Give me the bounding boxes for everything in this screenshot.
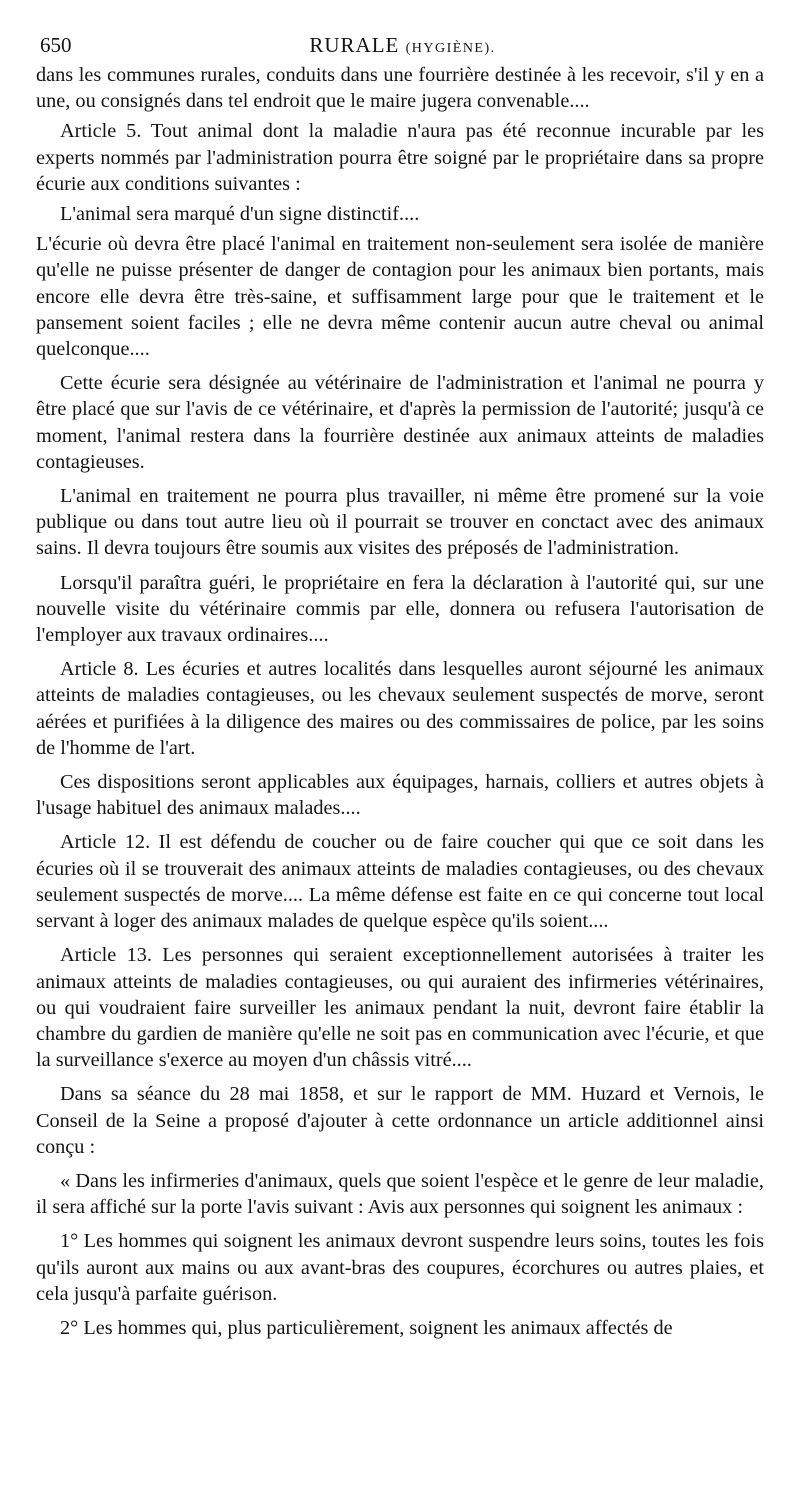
running-title-main: RURALE [309, 33, 400, 57]
paragraph: Article 5. Tout animal dont la maladie n'aura pas été reconnue incurable par les experts nommés par l'administration pourra être soigné par le propriétaire dans sa propre écurie aux conditions suivantes : [36, 120, 764, 195]
page-number: 650 [40, 33, 72, 57]
paragraph: 2° Les hommes qui, plus particulièrement, soignent les animaux affectés de [60, 1316, 673, 1339]
body-text [36, 62, 764, 1349]
paragraph: Lorsqu'il paraîtra guéri, le propriétaire en fera la déclaration à l'autorité qui, sur une nouvelle visite du vétérinaire commis par elle, donnera ou refusera l'autorisation de l'employer aux travaux ordinaires.... [36, 571, 764, 647]
paragraph: Article 13. Les personnes qui seraient exceptionnellement autorisées à traiter les animaux atteints de maladies contagieuses, ou qui auraient des infirmeries vétérinaires, ou qui voudraient faire surveiller les animaux pendant la nuit, devront faire établir la chambre du gardien de manière qu'elle ne soit pas en communication avec l'écurie, et que la surveillance s'exerce au moyen d'un châssis vitré.... [36, 944, 764, 1072]
paragraph: Article 12. Il est défendu de coucher ou de faire coucher qui que ce soit dans les écuries où il se trouverait des animaux atteints de maladies contagieuses, ou des chevaux seulement suspectés de morve.... La même défense est faite en ce qui concerne tout local servant à loger des animaux malades de quelque espèce qu'ils soient.... [36, 831, 764, 933]
paragraph: Article 8. Les écuries et autres localités dans lesquelles auront séjourné les animaux atteints de maladies contagieuses, ou les chevaux seulement suspectés de morve, seront aérées et purifiées à la diligence des maires ou des commissaires de police, par les soins de l'homme de l'art. [36, 658, 764, 759]
paragraph: L'animal sera marqué d'un signe distinctif.... [60, 203, 420, 226]
paragraph: Cette écurie sera désignée au vétérinaire de l'administration et l'animal ne pourra y être placé que sur l'avis de ce vétérinaire, et d'après la permission de l'autorité; jusqu'à ce moment, l'animal restera dans la fourrière destinée aux animaux atteints de maladies contagieuses. [36, 372, 764, 473]
running-header [40, 30, 765, 60]
paragraph: L'écurie où devra être placé l'animal en traitement non-seulement sera isolée de manière qu'elle ne puisse présenter de danger de contagion pour les animaux bien portants, mais encore elle devra être très-saine, et suffisamment large pour que le traitement et le pansement soient faciles ; elle ne devra même contenir aucun autre cheval ou animal quelconque.... [36, 233, 764, 361]
paragraph: L'animal en traitement ne pourra plus travailler, ni même être promené sur la voie publique ou dans tout autre lieu où il pourrait se trouver en conctact avec des animaux sains. Il devra toujours être soumis aux visites des préposés de l'administration. [36, 485, 764, 560]
running-title-subtitle: (HYGIÈNE). [405, 41, 496, 56]
paragraph: dans les communes rurales, conduits dans une fourrière destinée à les recevoir, s'il y en a une, ou consignés dans tel endroit que le maire jugera convenable.... [36, 64, 764, 113]
paragraph: Dans sa séance du 28 mai 1858, et sur le rapport de MM. Huzard et Vernois, le Conseil de la Seine a proposé d'ajouter à cette ordonnance un article additionnel ainsi conçu : [36, 1083, 764, 1158]
running-title [40, 30, 765, 64]
paragraph: 1° Les hommes qui soignent les animaux devront suspendre leurs soins, toutes les fois qu'ils auront aux mains ou aux avant-bras des coupures, écorchures ou autres plaies, et cela jusqu'à parfaite guérison. [36, 1230, 764, 1305]
paragraph: Ces dispositions seront applicables aux équipages, harnais, colliers et autres objets à l'usage habituel des animaux malades.... [36, 771, 764, 820]
paragraph: « Dans les infirmeries d'animaux, quels que soient l'espèce et le genre de leur maladie, il sera affiché sur la porte l'avis suivant : Avis aux personnes qui soignent les animaux : [36, 1169, 764, 1219]
